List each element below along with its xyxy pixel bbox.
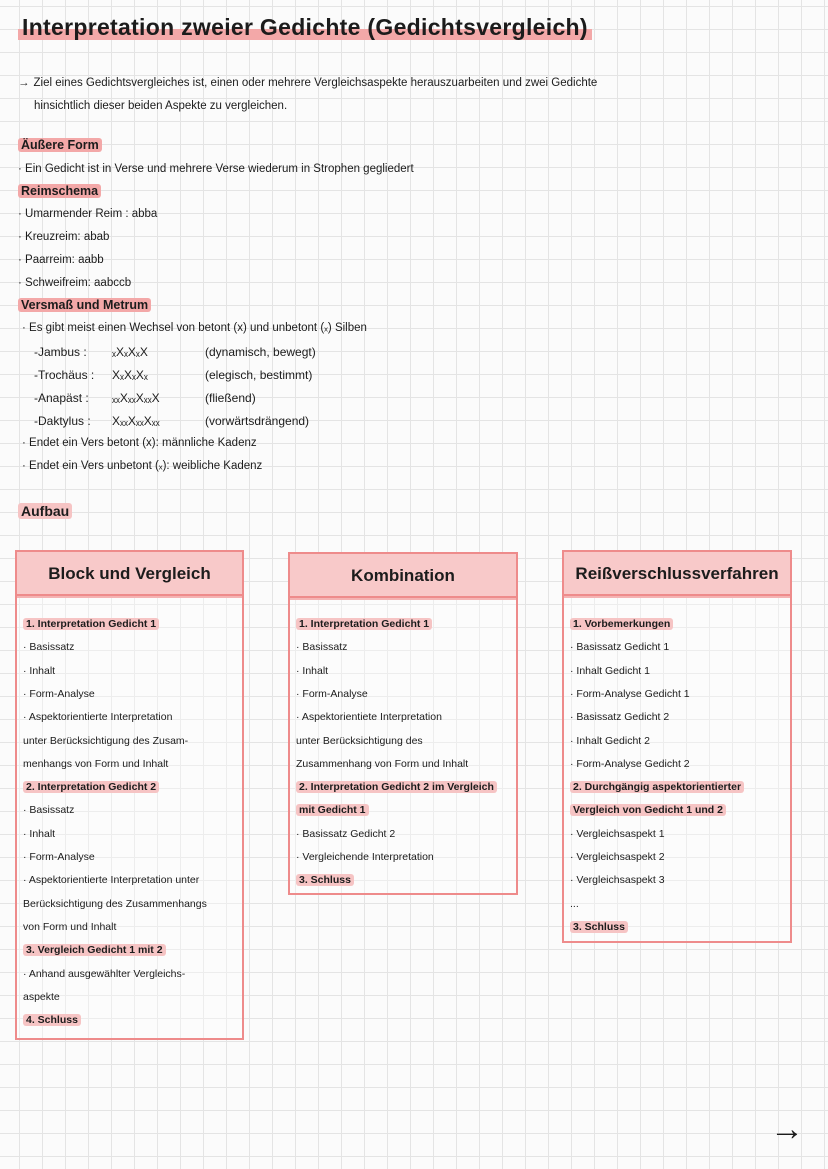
box-list-item: · Inhalt Gedicht 1: [570, 664, 650, 677]
box-list-item: · Vergleichende Interpretation: [296, 851, 434, 863]
box-list-item: mit Gedicht 1: [296, 804, 369, 816]
meter-name: -Trochäus :: [34, 368, 95, 382]
box-list-item: · Form-Analyse: [296, 687, 368, 700]
box-list-item: · Inhalt Gedicht 2: [570, 734, 650, 747]
reim-item: · Paarreim: aabb: [18, 254, 104, 266]
box-list-item: · Form-Analyse: [23, 851, 95, 863]
box-head-reissverschluss: Reißverschlussverfahren: [562, 550, 792, 598]
versmass-intro: · Es gibt meist einen Wechsel von betont (x) und unbetont (ₓ) Silben: [22, 322, 367, 334]
box-list-item: · Basissatz: [23, 641, 75, 654]
reim-item: · Kreuzreim: abab: [18, 231, 110, 243]
box-list-item: · Form-Analyse Gedicht 2: [570, 757, 690, 770]
reim-item: · Schweifreim: aabccb: [18, 277, 132, 289]
box-list-item: · Basissatz Gedicht 2: [296, 827, 396, 840]
box-list-item: 2. Interpretation Gedicht 2: [23, 781, 159, 793]
arrow-icon: →: [18, 77, 30, 89]
kadenz-maennlich: · Endet ein Vers betont (x): männliche Kadenz: [22, 437, 257, 449]
box-list-item: Vergleich von Gedicht 1 und 2: [570, 804, 726, 816]
heading-aeussere-form: Äußere Form: [18, 138, 102, 152]
box-list-item: 3. Vergleich Gedicht 1 mit 2: [23, 944, 166, 956]
box-list-item: 1. Interpretation Gedicht 1: [296, 618, 432, 630]
box-list-item: · Vergleichsaspekt 3: [570, 874, 665, 887]
box-list-item: von Form und Inhalt: [23, 920, 117, 933]
box-list-item: · Inhalt: [296, 664, 329, 677]
box-list-item: · Basissatz Gedicht 2: [570, 711, 670, 724]
box-list-item: 4. Schluss: [23, 1014, 81, 1026]
kadenz-weiblich: · Endet ein Vers unbetont (ₓ): weibliche Kadenz: [22, 460, 263, 472]
box-list-item: menhangs von Form und Inhalt: [23, 757, 169, 770]
intro-line-2: hinsichtlich dieser beiden Aspekte zu vergleichen.: [34, 100, 288, 112]
box-list-item: ...: [570, 897, 579, 910]
box-list-item: · Aspektorientierte Interpretation: [23, 711, 173, 724]
box-list-item: Berücksichtigung des Zusammenhangs: [23, 897, 207, 910]
meter-pattern: XₓₓXₓₓXₓₓ: [112, 414, 160, 428]
meter-name: -Jambus :: [34, 345, 87, 359]
meter-pattern: XₓXₓXₓ: [112, 368, 148, 382]
meter-pattern: ₓₓXₓₓXₓₓX: [112, 391, 160, 405]
box-head-block-und-vergleich: Block und Vergleich: [15, 550, 244, 598]
heading-versmass: Versmaß und Metrum: [18, 298, 151, 312]
meter-name: -Anapäst :: [34, 391, 89, 405]
heading-reimschema: Reimschema: [18, 184, 101, 198]
intro-text: [18, 72, 597, 118]
reim-item: · Umarmender Reim : abba: [18, 208, 158, 220]
box-list-item: · Aspektorientierte Interpretation unter: [23, 874, 200, 887]
box-list-item: · Anhand ausgewählter Vergleichs-: [23, 967, 186, 980]
box-list-item: unter Berücksichtigung des: [296, 734, 423, 747]
intro-line-1: Ziel eines Gedichtsvergleiches ist, einen oder mehrere Vergleichsaspekte herauszuarbeiten und zwei Gedichte: [33, 77, 598, 89]
box-list-item: Zusammenhang von Form und Inhalt: [296, 757, 469, 770]
box-list-item: · Vergleichsaspekt 1: [570, 827, 665, 840]
box-reissverschluss: [562, 594, 792, 943]
box-head-kombination: Kombination: [288, 552, 518, 600]
box-list-item: · Basissatz: [23, 804, 75, 817]
box-list-item: · Inhalt: [23, 664, 56, 677]
meter-description: (fließend): [205, 391, 256, 405]
box-kombination: [288, 596, 518, 895]
meter-pattern: ₓXₓXₓX: [112, 345, 148, 359]
box-list-item: · Basissatz Gedicht 1: [570, 641, 670, 654]
meter-description: (dynamisch, bewegt): [205, 345, 316, 359]
box-list-item: 1. Vorbemerkungen: [570, 618, 673, 630]
box-list-item: aspekte: [23, 990, 60, 1003]
box-list-item: 2. Interpretation Gedicht 2 im Vergleich: [296, 781, 497, 793]
meter-description: (elegisch, bestimmt): [205, 368, 313, 382]
box-list-item: · Aspektorientiete Interpretation: [296, 711, 442, 724]
box-list-item: · Form-Analyse Gedicht 1: [570, 687, 690, 700]
box-list-item: · Form-Analyse: [23, 687, 95, 700]
next-arrow-icon: →: [770, 1110, 804, 1148]
box-list-item: 3. Schluss: [296, 874, 354, 886]
box-list-item: · Basissatz: [296, 641, 348, 654]
box-list-item: 1. Interpretation Gedicht 1: [23, 618, 159, 630]
box-block-und-vergleich: [15, 594, 244, 1040]
box-list-item: 3. Schluss: [570, 921, 628, 933]
page-title: Interpretation zweier Gedichte (Gedichtsvergleich): [18, 14, 592, 41]
box-list-item: · Vergleichsaspekt 2: [570, 851, 665, 863]
box-list-item: unter Berücksichtigung des Zusam-: [23, 734, 189, 747]
box-list-item: 2. Durchgängig aspektorientierter: [570, 781, 744, 793]
heading-aufbau: Aufbau: [18, 503, 72, 519]
meter-description: (vorwärtsdrängend): [205, 414, 310, 428]
meter-name: -Daktylus :: [34, 414, 91, 428]
box-list-item: · Inhalt: [23, 827, 56, 840]
aeussere-form-text: · Ein Gedicht ist in Verse und mehrere Verse wiederum in Strophen gegliedert: [18, 163, 414, 175]
